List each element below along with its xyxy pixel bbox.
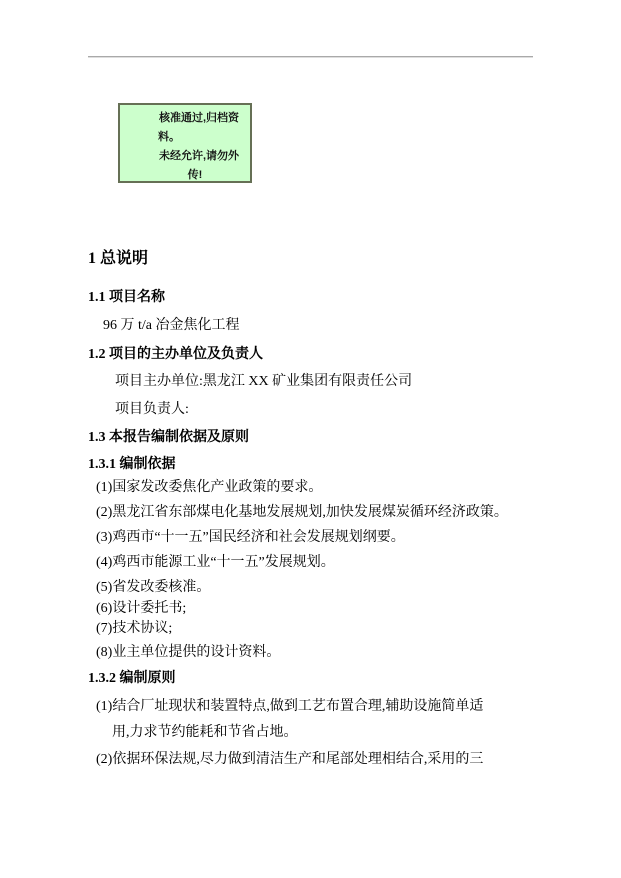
basis-item: (2)黑龙江省东部煤电化基地发展规划,加快发展煤炭循环经济政策。 <box>96 505 508 520</box>
basis-item: (5)省发改委核准。 <box>96 580 211 595</box>
basis-item: (3)鸡西市“十一五”国民经济和社会发展规划纲要。 <box>96 530 405 545</box>
principle-item <box>88 747 536 773</box>
project-name-text: 96 万 t/a 冶金焦化工程 <box>103 318 240 333</box>
basis-item: (4)鸡西市能源工业“十一五”发展规划。 <box>96 555 335 570</box>
document-body <box>88 242 536 773</box>
principle-line: (1)结合厂址现状和装置特点,做到工艺布置合理,辅助设施简单适 <box>96 699 484 714</box>
principle-line: (2)依据环保法规,尽力做到清洁生产和尾部处理相结合,采用的三 <box>96 752 484 767</box>
stamp-line: 料。 <box>158 131 180 143</box>
stamp-line: 核准通过,归档资 <box>158 112 240 124</box>
heading-1-2: 1.2 项目的主办单位及负责人 <box>88 347 263 362</box>
basis-item: (8)业主单位提供的设计资料。 <box>96 645 281 660</box>
approval-stamp <box>118 103 252 183</box>
heading-1-3-1: 1.3.1 编制依据 <box>88 457 176 472</box>
project-leader-line: 项目负责人: <box>115 402 189 417</box>
principle-item <box>88 694 536 746</box>
basis-item: (1)国家发改委焦化产业政策的要求。 <box>96 480 323 495</box>
basis-item: (7)技术协议; <box>96 621 173 636</box>
heading-1-1: 1.1 项目名称 <box>88 290 165 305</box>
principle-line: 用,力求节约能耗和节省占地。 <box>112 725 298 740</box>
chapter-title: 1 总说明 <box>88 250 149 267</box>
project-org-line: 项目主办单位:黑龙江 XX 矿业集团有限责任公司 <box>115 374 413 389</box>
stamp-line: 传! <box>187 169 203 181</box>
stamp-line: 未经允许,请勿外 <box>158 150 240 162</box>
basis-item: (6)设计委托书; <box>96 601 187 616</box>
heading-1-3-2: 1.3.2 编制原则 <box>88 671 176 686</box>
header-rule <box>88 56 533 58</box>
heading-1-3: 1.3 本报告编制依据及原则 <box>88 430 249 445</box>
basis-list <box>88 478 536 663</box>
